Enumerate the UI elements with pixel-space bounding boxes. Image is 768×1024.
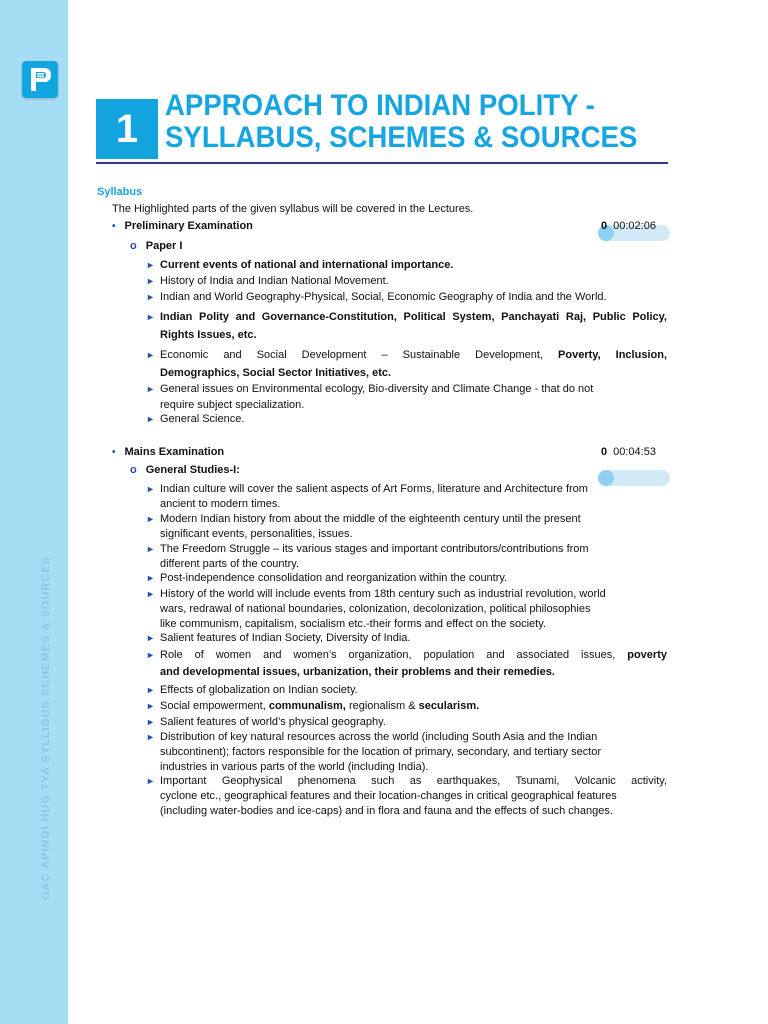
list-item: ► Post-independence consolidation and reorganization within the country. [146, 572, 508, 584]
triangle-right-icon: ► [146, 589, 155, 599]
list-item: ► Distribution of key natural resources across the world (including South Asia and the Indian subcontinent); factors responsible for the location of primary, secondary, and tertiary sector industries in various parts of the world (including India). [146, 731, 602, 773]
circle-bullet-icon: o [130, 240, 137, 252]
list-item: ► Important Geophysical phenomena such as earthquakes, Tsunami, Volcanic activity, cyclone etc., geographical features and their location-changes in critical geographical features (including water-bodies and ice-caps) and in flora and fauna and the effects of such changes. [146, 775, 667, 817]
chapter-title [165, 90, 637, 154]
list-item: ► General Science. [146, 413, 245, 425]
p-logo-icon [22, 61, 58, 98]
triangle-right-icon: ► [146, 685, 155, 695]
video-timestamp-mains[interactable]: 0 00:04:53 [601, 446, 656, 458]
triangle-right-icon: ► [146, 414, 155, 424]
sidebar-vertical-text: OAC APINDI HUG TYA SYLLIBUS SCHEMES & SOURCES [40, 556, 52, 900]
triangle-right-icon: ► [146, 312, 155, 322]
triangle-right-icon: ► [146, 732, 155, 742]
triangle-right-icon: ► [146, 484, 155, 494]
circle-bullet-icon: o [130, 464, 137, 476]
triangle-right-icon: ► [146, 701, 155, 711]
sidebar [0, 0, 68, 1024]
chapter-number: 1 [96, 99, 158, 159]
triangle-right-icon: ► [146, 350, 155, 360]
list-item: ► Salient features of world’s physical geography. [146, 716, 386, 728]
mains-heading: • Mains Examination [112, 446, 225, 458]
chapter-title-line1: APPROACH TO INDIAN POLITY - [165, 89, 595, 122]
list-item: ► The Freedom Struggle – its various stages and important contributors/contributions from different parts of the country. [146, 543, 589, 570]
triangle-right-icon: ► [146, 776, 155, 786]
list-item: ► Economic and Social Development – Sustainable Development, Poverty, Inclusion, Demographics, Social Sector Initiatives, etc. [146, 346, 667, 382]
mains-paper-heading: o General Studies-I: [130, 464, 240, 476]
triangle-right-icon: ► [146, 384, 155, 394]
list-item: ► History of India and Indian National Movement. [146, 275, 389, 287]
list-item: ► Current events of national and international importance. [146, 259, 454, 271]
triangle-right-icon: ► [146, 514, 155, 524]
bullet-icon: • [112, 221, 116, 232]
prelims-paper-heading: o Paper I [130, 240, 183, 252]
triangle-right-icon: ► [146, 292, 155, 302]
list-item: ► History of the world will include events from 18th century such as industrial revolution, world wars, redrawal of national boundaries, colonization, decolonization, political philosophies like communism, capitalism, socialism etc.-their forms and effect on the society. [146, 588, 606, 630]
list-item: ► General issues on Environmental ecology, Bio-diversity and Climate Change - that do not require subject specialization. [146, 383, 594, 411]
triangle-right-icon: ► [146, 276, 155, 286]
triangle-right-icon: ► [146, 260, 155, 270]
video-timestamp-prelims[interactable]: 0 00:02:06 [601, 220, 656, 232]
syllabus-heading: Syllabus [97, 186, 143, 198]
triangle-right-icon: ► [146, 573, 155, 583]
triangle-right-icon: ► [146, 717, 155, 727]
list-item: ► Effects of globalization on Indian society. [146, 684, 358, 696]
list-item: ► Indian Polity and Governance-Constitution, Political System, Panchayati Raj, Public Policy, Rights Issues, etc. [146, 308, 667, 344]
list-item: ► Social empowerment, communalism, regionalism & secularism. [146, 700, 480, 712]
list-item: ► Role of women and women’s organization, population and associated issues, poverty and developmental issues, urbanization, their problems and their remedies. [146, 649, 667, 678]
bullet-icon: • [112, 447, 116, 458]
list-item: ► Salient features of Indian Society, Diversity of India. [146, 632, 411, 644]
title-underline [96, 162, 668, 164]
syllabus-intro: The Highlighted parts of the given syllabus will be covered in the Lectures. [112, 203, 474, 215]
list-item: ► Modern Indian history from about the middle of the eighteenth century until the present significant events, personalities, issues. [146, 513, 581, 540]
triangle-right-icon: ► [146, 544, 155, 554]
prelims-heading: • Preliminary Examination [112, 220, 253, 232]
list-item: ► Indian culture will cover the salient aspects of Art Forms, literature and Architecture from ancient to modern times. [146, 483, 588, 510]
triangle-right-icon: ► [146, 633, 155, 643]
chapter-title-line2: SYLLABUS, SCHEMES & SOURCES [165, 121, 638, 154]
triangle-right-icon: ► [146, 650, 155, 660]
list-item: ► Indian and World Geography-Physical, Social, Economic Geography of India and the World. [146, 291, 607, 303]
